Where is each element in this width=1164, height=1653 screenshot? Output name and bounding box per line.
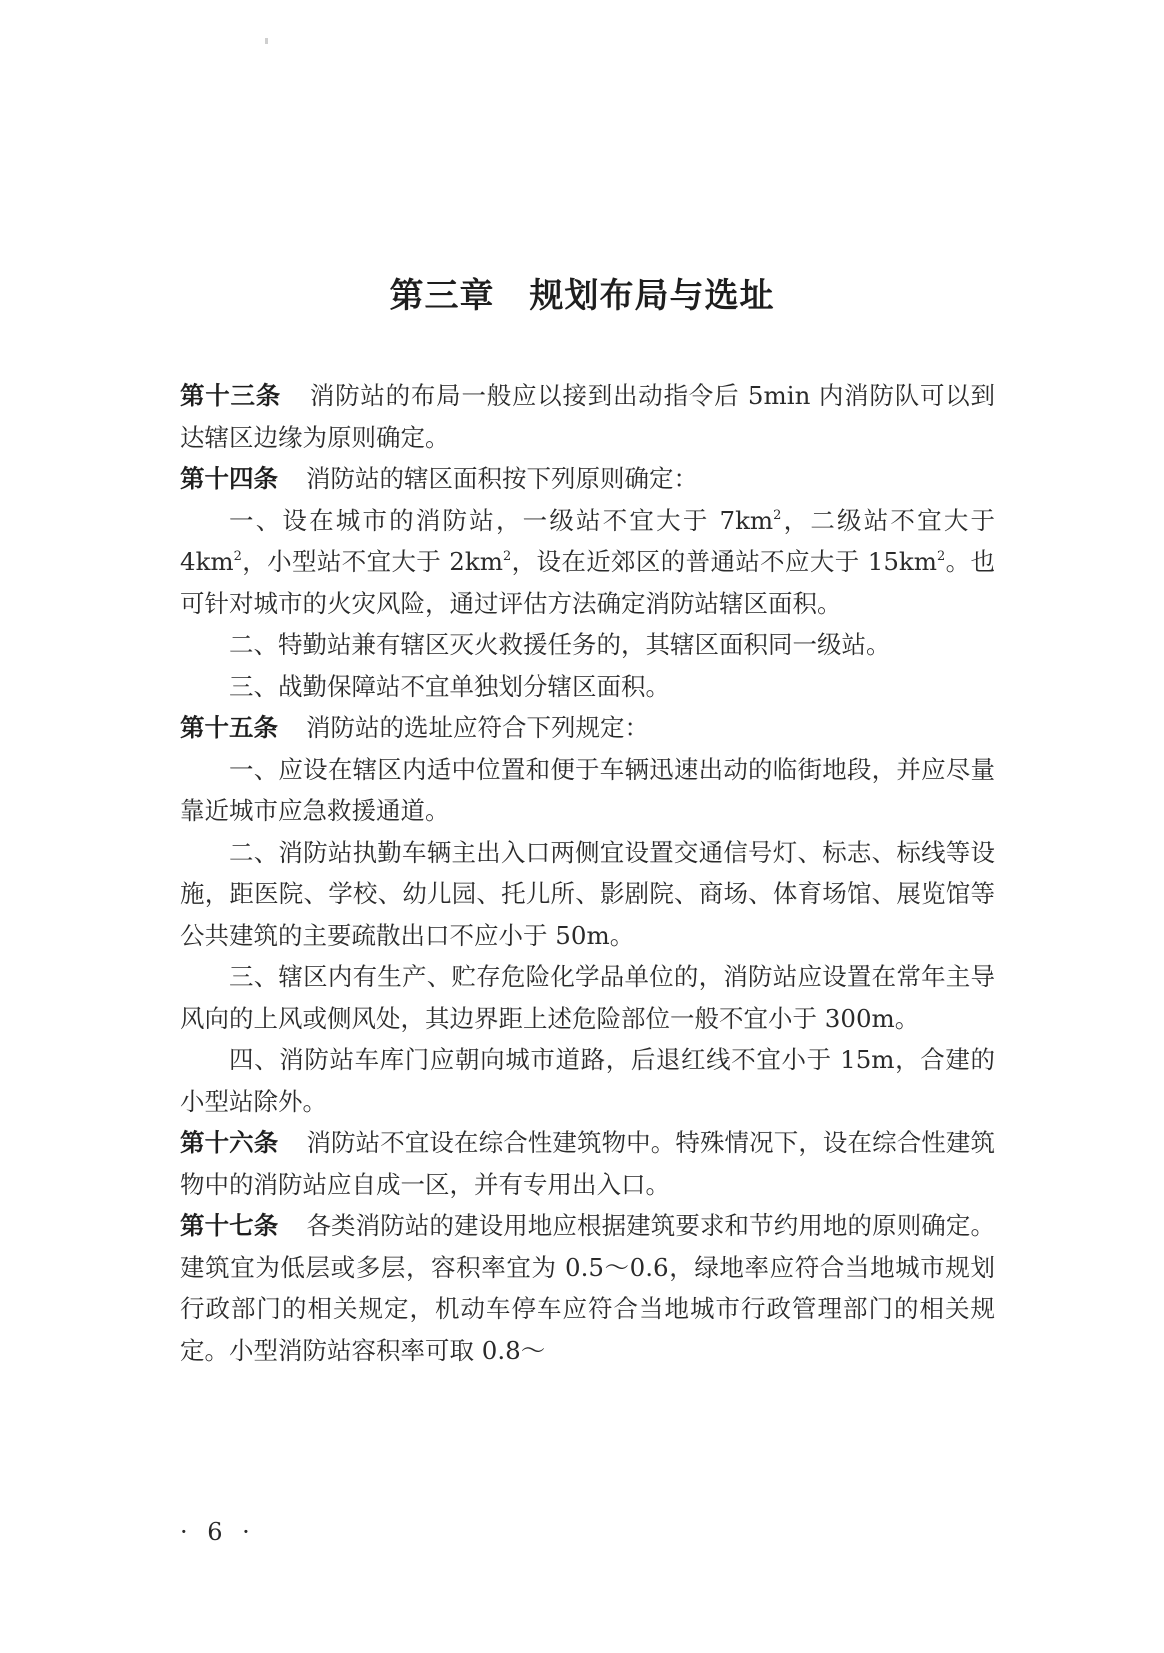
superscript: 2	[937, 549, 946, 564]
item-text: 。也可针对城市的火灾风险，通过评估方法确定消防站辖区面积。	[180, 547, 996, 618]
item-text: ，设在近郊区的普通站不应大于 15km	[511, 547, 938, 576]
superscript: 2	[233, 549, 242, 564]
item-text: ，小型站不宜大于 2km	[241, 547, 503, 576]
article-14-item-3: 三、战勤保障站不宜单独划分辖区面积。	[229, 671, 670, 701]
article-15	[180, 707, 995, 749]
chapter-title: 第三章 规划布局与选址	[389, 276, 775, 316]
item-text: ，二级站不宜大于 4km	[180, 505, 996, 576]
article-text: 消防站的辖区面积按下列原则确定：	[306, 464, 698, 493]
article-17	[180, 1205, 995, 1371]
superscript: 2	[502, 549, 512, 564]
article-15-item-3: 三、辖区内有生产、贮存危险化学品单位的，消防站应设置在常年主导风向的上风或侧风处，其边界距上述危险部位一般不宜小于 300m。	[180, 962, 995, 1033]
article-label: 第十四条	[180, 464, 278, 493]
article-text: 各类消防站的建设用地应根据建筑要求和节约用地的原则确定。建筑宜为低层或多层，容积率宜为 0.5～0.6，绿地率应符合当地城市规划行政部门的相关规定，机动车停车应符合当地城市行政管理部门的相关规定。小型消防站容积率可取 0.8～	[180, 1211, 995, 1365]
page-number: · 6 ·	[180, 1518, 256, 1546]
scan-artifact	[265, 38, 268, 44]
article-13	[180, 375, 995, 458]
article-label: 第十三条	[180, 381, 282, 410]
article-label: 第十五条	[180, 713, 278, 742]
article-14	[180, 458, 995, 500]
article-15-item-4: 四、消防站车库门应朝向城市道路，后退红线不宜小于 15m，合建的小型站除外。	[180, 1045, 995, 1116]
article-15-item-2: 二、消防站执勤车辆主出入口两侧宜设置交通信号灯、标志、标线等设施，距医院、学校、幼儿园、托儿所、影剧院、商场、体育场馆、展览馆等公共建筑的主要疏散出口不应小于 50m。	[180, 837, 995, 950]
article-label: 第十六条	[180, 1128, 279, 1157]
article-14-item-1	[180, 500, 995, 625]
article-16	[180, 1122, 995, 1205]
item-text: 一、设在城市的消防站，一级站不宜大于 7km	[229, 505, 774, 535]
article-14-item-2: 二、特勤站兼有辖区灭火救援任务的，其辖区面积同一级站。	[229, 630, 891, 659]
superscript: 2	[773, 507, 782, 523]
article-text: 消防站的布局一般应以接到出动指令后 5min 内消防队可以到达辖区边缘为原则确定。	[180, 381, 996, 452]
article-text: 消防站不宜设在综合性建筑物中。特殊情况下，设在综合性建筑物中的消防站应自成一区，并有专用出入口。	[180, 1128, 995, 1199]
document-body	[180, 375, 995, 1371]
article-text: 消防站的选址应符合下列规定：	[306, 713, 649, 742]
article-label: 第十七条	[180, 1211, 279, 1240]
article-15-item-1: 一、应设在辖区内适中位置和便于车辆迅速出动的临街地段，并应尽量靠近城市应急救援通道。	[180, 754, 995, 825]
